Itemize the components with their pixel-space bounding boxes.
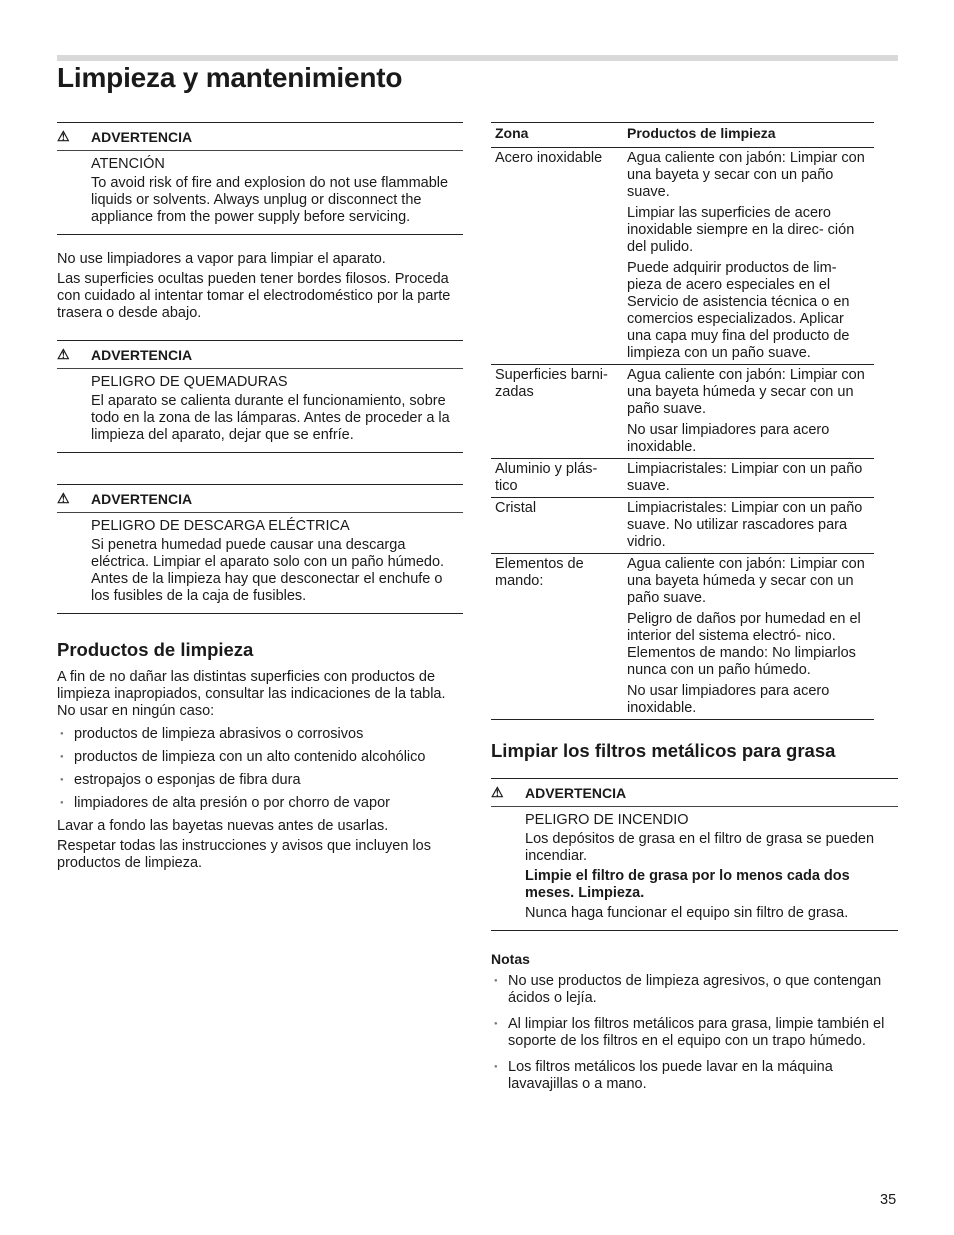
products-cell <box>623 498 874 554</box>
right-column <box>491 122 898 1099</box>
products-cell <box>623 148 874 365</box>
warning-label: ADVERTENCIA <box>91 346 193 363</box>
do-not-use-list <box>57 726 463 812</box>
warning-label: ADVERTENCIA <box>91 128 193 145</box>
warning-triangle-icon: ⚠ <box>57 346 70 362</box>
product-text: Agua caliente con jabón: Limpiar con una bayeta y secar con un paño suave. <box>627 150 865 200</box>
list-item: ● estropajos o esponjas de fibra dura <box>57 772 463 789</box>
warning-triangle-icon: ⚠ <box>57 490 70 506</box>
zone-cell: Cristal <box>491 498 623 554</box>
notes-list <box>491 973 898 1093</box>
warning-label: ADVERTENCIA <box>91 490 193 507</box>
warning-label: ADVERTENCIA <box>525 784 627 801</box>
list-item: ● Al limpiar los filtros metálicos para grasa, limpie también el soporte de los filtros en el equipo con un trapo húmedo. <box>491 1016 898 1050</box>
product-text: Agua caliente con jabón: Limpiar con una bayeta húmeda y secar con un paño suave. <box>627 556 865 606</box>
paragraph-instructions: Respetar todas las instrucciones y avisos que incluyen los productos de limpieza. <box>57 838 431 871</box>
header-rule <box>57 55 898 61</box>
paragraph-sharp-edges: Las superficies ocultas pueden tener bordes filosos. Proceda con cuidado al intentar tomar el electrodoméstico por la parte trasera o desde abajo. <box>57 271 451 321</box>
list-item: ● productos de limpieza abrasivos o corrosivos <box>57 726 463 743</box>
product-text: Agua caliente con jabón: Limpiar con una bayeta húmeda y secar con un paño suave. <box>627 367 865 417</box>
warning-caption: PELIGRO DE INCENDIO <box>525 812 689 828</box>
notes-title: Notas <box>491 951 530 967</box>
warning-text: Si penetra humedad puede causar una descarga eléctrica. Limpiar el aparato solo con un paño húmedo. Antes de la limpieza hay que desconectar el enchufe o los fusibles de la caja de fusibles. <box>91 537 445 604</box>
warning-triangle-icon: ⚠ <box>57 128 70 144</box>
column-header-products: Productos de limpieza <box>623 123 874 148</box>
product-text: Peligro de daños por humedad en el interior del sistema electró- nico. Elementos de mando: No limpiarlos nunca con un paño húmedo. <box>627 611 861 678</box>
list-item: ● limpiadores de alta presión o por chorro de vapor <box>57 795 463 812</box>
product-text: Limpiacristales: Limpiar con un paño suave. No utilizar rascadores para vidrio. <box>627 500 863 550</box>
cleaning-table <box>491 122 874 720</box>
product-text: Limpiar las superficies de acero inoxidable siempre en la direc- ción del pulido. <box>627 205 855 255</box>
paragraph-steam: No use limpiadores a vapor para limpiar el aparato. <box>57 251 386 267</box>
warning-caption: PELIGRO DE DESCARGA ELÉCTRICA <box>91 518 350 534</box>
warning-text: To avoid risk of fire and explosion do not use flammable liquids or solvents. Always unplug or disconnect the appliance from the power supply before servicing. <box>91 175 449 225</box>
table-header-row <box>491 123 874 148</box>
warning-note: Nunca haga funcionar el equipo sin filtro de grasa. <box>525 905 849 921</box>
zone-cell: Aluminio y plás- tico <box>491 459 623 498</box>
column-header-zone: Zona <box>491 123 623 148</box>
list-item: ● No use productos de limpieza agresivos, o que contengan ácidos o lejía. <box>491 973 898 1007</box>
product-text: Puede adquirir productos de lim- pieza de acero especiales en el Servicio de asistencia técnica o en comercios especializados. Aplicar una capa muy fina del producto de limpieza con un paño suave. <box>627 260 850 361</box>
zone-cell: Acero inoxidable <box>491 148 623 365</box>
table-row <box>491 498 874 554</box>
zone-cell: Superficies barni- zadas <box>491 365 623 459</box>
table-row <box>491 554 874 720</box>
table-row <box>491 459 874 498</box>
warning-text: Los depósitos de grasa en el filtro de grasa se pueden incendiar. <box>525 831 875 864</box>
warning-box-attention <box>57 122 463 235</box>
left-column <box>57 122 463 875</box>
products-cell <box>623 459 874 498</box>
table-row <box>491 148 874 365</box>
product-text: No usar limpiadores para acero inoxidable. <box>627 422 830 455</box>
section-title-products: Productos de limpieza <box>57 639 254 660</box>
warning-text: El aparato se calienta durante el funcionamiento, sobre todo en la zona de las lámparas. Antes de proceder a la limpieza del aparato, dejar que se enfríe. <box>91 393 450 443</box>
product-text: Limpiacristales: Limpiar con un paño suave. <box>627 461 863 494</box>
warning-box-fire <box>491 778 898 931</box>
warning-caption: ATENCIÓN <box>91 156 165 172</box>
warning-caption: PELIGRO DE QUEMADURAS <box>91 374 288 390</box>
list-item: ● Los filtros metálicos los puede lavar en la máquina lavavajillas o a mano. <box>491 1059 898 1093</box>
table-row <box>491 365 874 459</box>
list-item: ● productos de limpieza con un alto contenido alcohólico <box>57 749 463 766</box>
section-intro: A fin de no dañar las distintas superficies con productos de limpieza inapropiados, consultar las indicaciones de la tabla. No usar en ningún caso: <box>57 669 446 719</box>
warning-instruction: Limpie el filtro de grasa por lo menos cada dos meses. Limpieza. <box>525 868 850 901</box>
section-title-filters: Limpiar los filtros metálicos para grasa <box>491 740 836 761</box>
warning-box-electric <box>57 484 463 614</box>
warning-box-burns <box>57 340 463 453</box>
page-number: 35 <box>880 1192 897 1208</box>
warning-triangle-icon: ⚠ <box>491 784 504 800</box>
zone-cell: Elementos de mando: <box>491 554 623 720</box>
products-cell <box>623 554 874 720</box>
paragraph-wash-cloths: Lavar a fondo las bayetas nuevas antes de usarlas. <box>57 818 389 834</box>
products-cell <box>623 365 874 459</box>
product-text: No usar limpiadores para acero inoxidable. <box>627 683 830 716</box>
page-title: Limpieza y mantenimiento <box>57 62 403 93</box>
